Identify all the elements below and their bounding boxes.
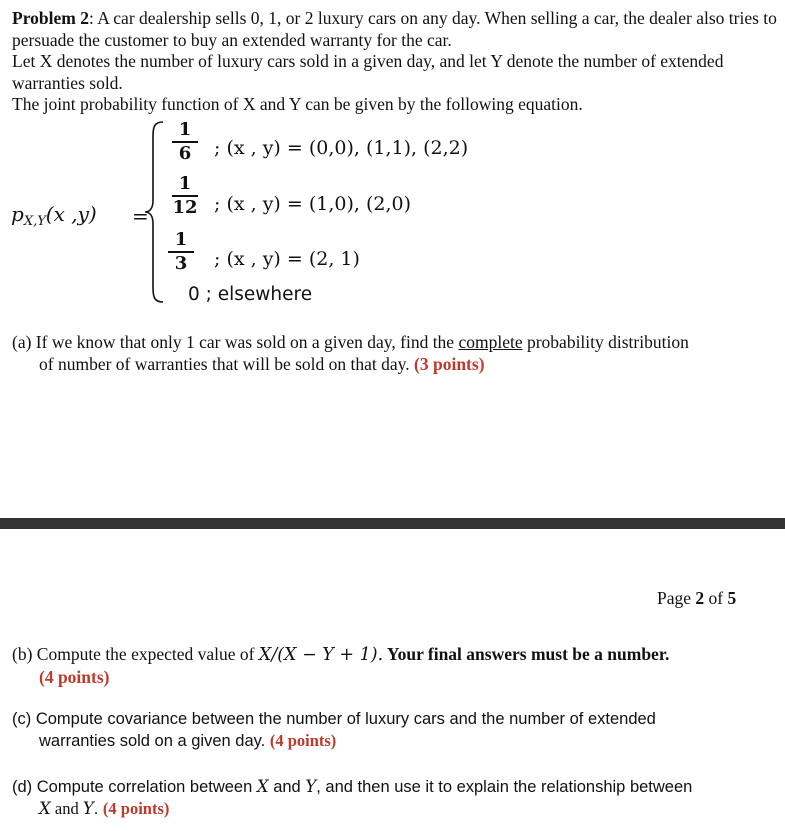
part-d-points: (4 points): [102, 799, 170, 818]
part-a-line-1: [12, 331, 777, 353]
part-d-dot: .: [93, 800, 103, 818]
part-d-x: X: [256, 777, 269, 796]
pmf-args: (x ,y): [45, 202, 97, 226]
part-d-and: and: [268, 778, 306, 796]
part-c-line-1: (c) Compute covariance between the number of luxury cars and the number of extended: [12, 710, 656, 728]
part-a-line-2: [12, 353, 777, 375]
problem-intro-text: : A car dealership sells 0, 1, or 2 luxury cars on any day. When selling a car, the dealer also tries to persuade the customer to buy an extended warranty for the car.: [12, 8, 777, 50]
case-otherwise: 0 ; elsewhere: [188, 284, 313, 305]
page-number: [657, 588, 736, 609]
part-c: [12, 708, 777, 752]
pmf-symbol: p: [11, 202, 24, 226]
part-a-points: (3 points): [414, 354, 485, 374]
problem-definition: Let X denotes the number of luxury cars sold in a given day, and let Y denote the number of extended warranties sold.: [12, 51, 724, 93]
pmf-subscript: X,Y: [23, 214, 46, 229]
part-b-line-2: [12, 666, 777, 688]
page-divider: [0, 518, 785, 529]
part-d: [12, 776, 777, 820]
problem-label: Problem 2: [12, 8, 89, 28]
case-3-denominator: 3: [174, 252, 188, 274]
part-d-line-2: [12, 798, 777, 820]
part-a: [12, 331, 777, 375]
part-a-text-1: (a) If we know that only 1 car was sold on a given day, find the: [12, 332, 459, 352]
case-1-fraction: [170, 120, 200, 164]
case-1-condition: ; (x , y) = (0,0), (1,1), (2,2): [214, 137, 469, 159]
page-label: Page: [657, 588, 696, 608]
case-1-numerator: 1: [178, 119, 192, 140]
part-b-instruction: Your final answers must be a number.: [383, 644, 670, 664]
page-total: 5: [727, 588, 737, 608]
left-brace-icon: [143, 120, 165, 305]
part-d-y: Y: [305, 777, 317, 796]
case-2-fraction: [170, 174, 200, 218]
case-2-numerator: 1: [178, 173, 192, 194]
page-current: 2: [695, 588, 705, 608]
case-3-fraction: [166, 230, 196, 274]
pmf-equals: =: [132, 204, 149, 228]
part-d-x2: X: [39, 799, 51, 818]
part-d-text-2: , and then use it to explain the relationship between: [316, 778, 693, 796]
case-2-denominator: 12: [172, 196, 198, 218]
part-b-line-1: [12, 643, 777, 666]
case-2-condition: ; (x , y) = (1,0), (2,0): [214, 193, 411, 215]
part-c-text-2: warranties sold on a given day.: [39, 732, 270, 750]
part-a-text-2: probability distribution: [522, 332, 689, 352]
part-b: [12, 643, 777, 688]
case-3-condition: ; (x , y) = (2, 1): [214, 248, 360, 270]
problem-statement: [12, 8, 777, 116]
part-a-underlined: complete: [458, 332, 523, 352]
part-c-line-2: [12, 730, 777, 752]
pmf-lhs: [11, 202, 97, 229]
part-c-points: (4 points): [269, 731, 337, 750]
problem-intro: [12, 8, 777, 51]
part-d-text-1: (d) Compute correlation between: [12, 778, 257, 796]
part-d-and2: and: [50, 799, 83, 818]
page-of: of: [704, 588, 728, 608]
problem-joint-pmf-lead: The joint probability function of X and Y can be given by the following equation.: [12, 94, 583, 114]
case-3-numerator: 1: [174, 229, 188, 250]
part-b-points: (4 points): [39, 667, 110, 687]
joint-pmf-equation: [0, 120, 785, 310]
part-b-expression: X/(X − Y + 1).: [258, 645, 384, 665]
case-1-denominator: 6: [178, 142, 192, 164]
part-d-line-1: [12, 776, 777, 798]
part-a-text-3: of number of warranties that will be sold on that day.: [39, 354, 415, 374]
part-b-text-1: (b) Compute the expected value of: [12, 644, 259, 664]
part-d-y2: Y: [82, 799, 94, 818]
